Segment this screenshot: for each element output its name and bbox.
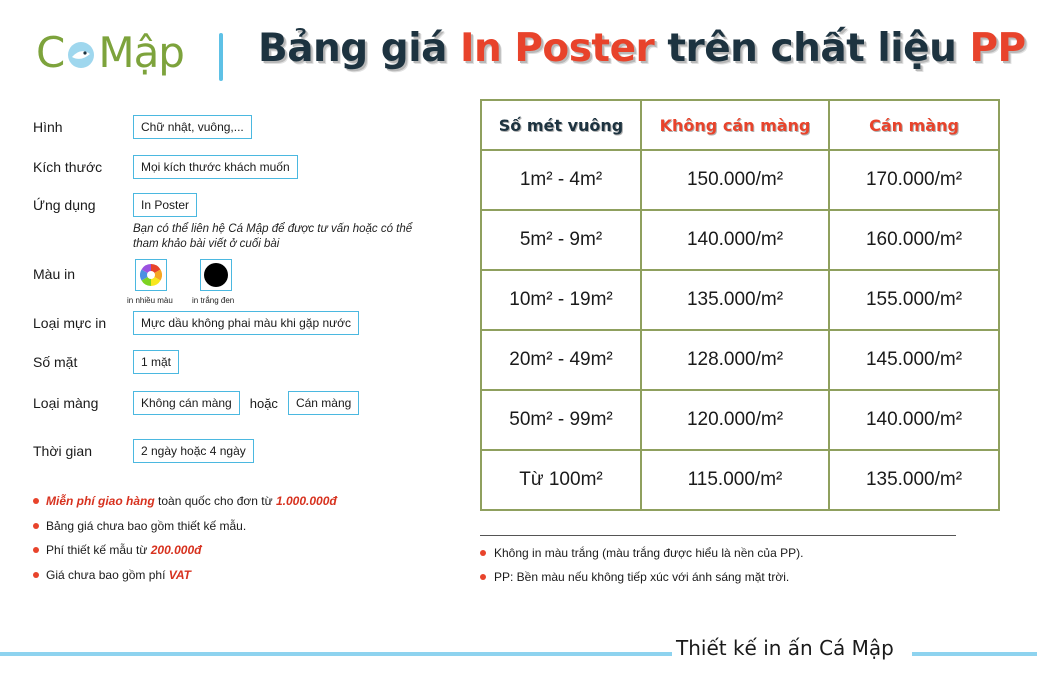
cell-area: 5m² - 9m² [481, 210, 641, 270]
cell-price-plain: 140.000/m² [641, 210, 829, 270]
footer-line-right [912, 652, 1037, 656]
spec-time [33, 439, 254, 463]
table-header-row [481, 100, 999, 150]
spec-usage [33, 193, 197, 217]
cell-price-laminated: 145.000/m² [829, 330, 999, 390]
terms-list [33, 494, 337, 592]
lamination-option-laminated: Cán màng [288, 391, 359, 415]
design-fee: 200.000đ [150, 543, 202, 557]
fish-icon [66, 38, 96, 68]
table-row [481, 450, 999, 510]
footer-line-left [0, 652, 672, 656]
cell-area: 20m² - 49m² [481, 330, 641, 390]
spec-value-tag: Mọi kích thước khách muốn [133, 155, 298, 179]
color-wheel-icon [135, 259, 167, 291]
bw-option-caption: in trắng đen [192, 296, 235, 305]
spec-label: Loại màng [33, 395, 99, 411]
cell-price-laminated: 160.000/m² [829, 210, 999, 270]
cell-area: 10m² - 19m² [481, 270, 641, 330]
spec-value-tag: 2 ngày hoặc 4 ngày [133, 439, 254, 463]
cell-price-plain: 128.000/m² [641, 330, 829, 390]
spec-size [33, 155, 298, 179]
free-shipping-text: Miễn phí giao hàng [46, 494, 155, 508]
table-row [481, 390, 999, 450]
footer-brand-text: Thiết kế in ấn Cá Mập [676, 636, 894, 660]
spec-value-tag: Mực dầu không phai màu khi gặp nước [133, 311, 359, 335]
spec-shape [33, 115, 252, 139]
cell-price-plain: 115.000/m² [641, 450, 829, 510]
list-item [33, 519, 337, 544]
table-row [481, 330, 999, 390]
header-lamination: Cán màng [829, 100, 999, 150]
table-row [481, 270, 999, 330]
title-part-1: Bảng giá [258, 26, 460, 71]
spec-label: Kích thước [33, 159, 103, 175]
spec-value-tag: Chữ nhật, vuông,... [133, 115, 252, 139]
header-area: Số mét vuông [481, 100, 641, 150]
list-item: Không in màu trắng (màu trắng được hiểu là nền của PP). [480, 546, 803, 570]
header-divider [219, 33, 223, 81]
vat-text: VAT [168, 567, 191, 582]
lamination-option-none: Không cán màng [133, 391, 240, 415]
table-row [481, 150, 999, 210]
usage-note: Bạn có thể liên hệ Cá Mập để được tư vấn hoặc có thể tham khảo bài viết ở cuối bài [133, 223, 413, 250]
cell-price-laminated: 135.000/m² [829, 450, 999, 510]
cell-price-plain: 135.000/m² [641, 270, 829, 330]
spec-label: Thời gian [33, 443, 92, 459]
list-item: PP: Bền màu nếu không tiếp xúc với ánh sáng mặt trời. [480, 570, 803, 594]
title-highlight-material: PP [969, 26, 1026, 71]
spec-label: Loại mực in [33, 315, 107, 331]
spec-color [33, 266, 133, 282]
shipping-threshold: 1.000.000đ [275, 494, 337, 508]
spec-label: Hình [33, 119, 63, 135]
list-item [33, 568, 337, 593]
spec-sides [33, 350, 179, 374]
spec-value-tag: In Poster [133, 193, 197, 217]
bullet-text: Giá chưa bao gồm phí [46, 567, 169, 582]
cell-area: Từ 100m² [481, 450, 641, 510]
spec-value-tag: 1 mặt [133, 350, 179, 374]
cell-price-plain: 150.000/m² [641, 150, 829, 210]
cell-price-laminated: 155.000/m² [829, 270, 999, 330]
bullet-text: Bảng giá chưa bao gồm thiết kế mẫu. [46, 518, 247, 533]
table-row [481, 210, 999, 270]
logo-text-map: Mập [98, 28, 184, 77]
spec-label: Số mặt [33, 354, 78, 370]
material-notes [480, 546, 803, 594]
list-item [33, 543, 337, 568]
logo-text-c: C [36, 28, 65, 77]
title-part-3: trên chất liệu [654, 26, 970, 71]
spec-ink [33, 311, 359, 335]
spec-label: Màu in [33, 266, 76, 282]
spec-lamination [33, 391, 359, 415]
price-table [480, 99, 1000, 511]
list-item [33, 494, 337, 519]
bullet-text: toàn quốc cho đơn từ [154, 494, 276, 508]
cell-price-laminated: 170.000/m² [829, 150, 999, 210]
notes-divider [480, 535, 956, 536]
page-title [258, 26, 1026, 71]
color-option-caption: in nhiều màu [127, 296, 173, 305]
header-no-lamination: Không cán màng [641, 100, 829, 150]
bullet-text: Phí thiết kế mẫu từ [46, 543, 151, 557]
cell-price-plain: 120.000/m² [641, 390, 829, 450]
cell-area: 1m² - 4m² [481, 150, 641, 210]
cell-price-laminated: 140.000/m² [829, 390, 999, 450]
or-text: hoặc [249, 395, 278, 411]
black-circle-icon [200, 259, 232, 291]
brand-logo [36, 28, 184, 77]
title-highlight-product: In Poster [459, 26, 655, 71]
spec-label: Ứng dụng [33, 197, 96, 213]
cell-area: 50m² - 99m² [481, 390, 641, 450]
